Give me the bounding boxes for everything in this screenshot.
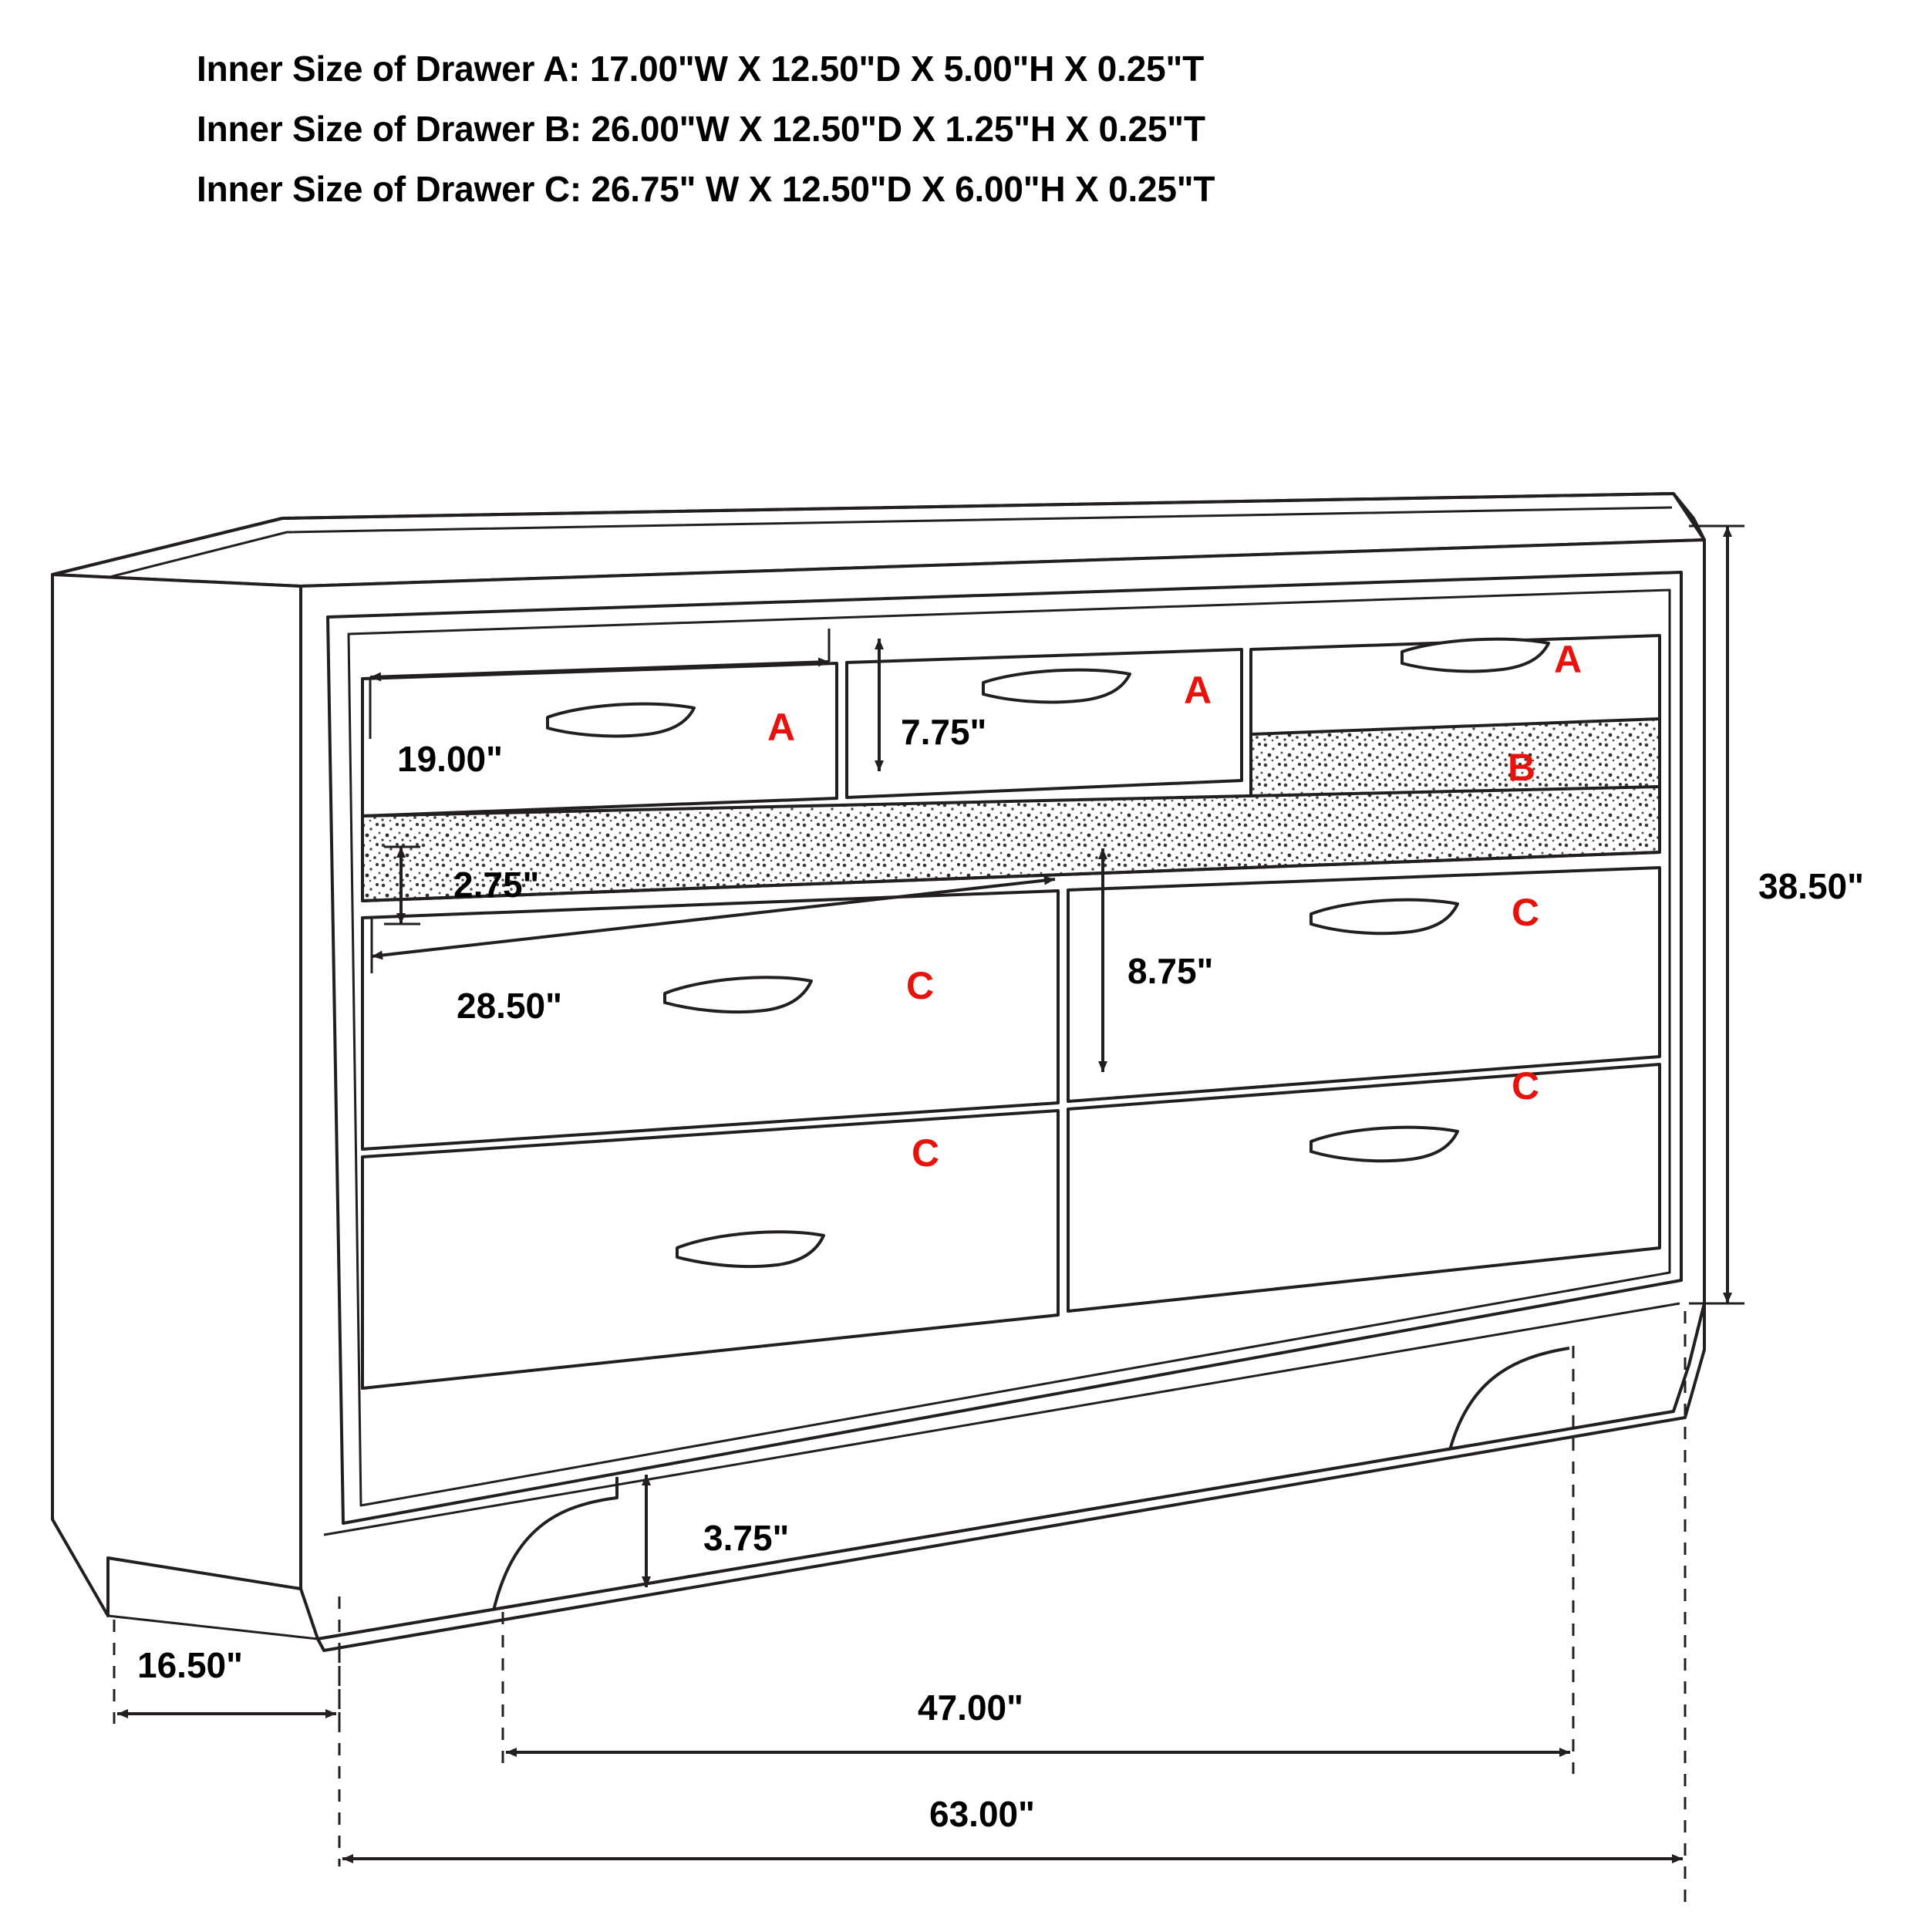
tag-drawer-c2: C [906,964,935,1007]
spec-line-drawer-b: Inner Size of Drawer B: 26.00"W X 12.50"D X 1.25"H X 0.25"T [197,109,1205,149]
tag-drawer-a2: A [1184,669,1212,712]
spec-line-drawer-a: Inner Size of Drawer A: 17.00"W X 12.50"D X 5.00"H X 0.25"T [197,49,1205,89]
label-drawer-a-width: 19.00" [397,739,503,779]
label-drawer-c-height: 8.75" [1127,951,1214,991]
tag-drawer-c3: C [1512,1064,1540,1108]
label-overall-height: 38.50" [1758,866,1864,906]
tag-drawer-c4: C [912,1131,940,1175]
label-drawer-a-height: 7.75" [901,712,987,752]
tag-drawer-c1: C [1512,891,1540,934]
tag-drawer-a1: A [767,706,796,749]
label-overall-width: 63.00" [929,1794,1035,1834]
label-drawer-b-height: 2.75" [453,865,540,905]
spec-line-drawer-c: Inner Size of Drawer C: 26.75" W X 12.50"D X 6.00"H X 0.25"T [197,169,1215,209]
label-depth: 16.50" [137,1645,243,1685]
tag-drawer-b1: B [1508,746,1536,789]
label-base-clearance: 3.75" [703,1518,790,1558]
tag-drawer-a3: A [1554,638,1583,681]
label-drawer-c-width: 28.50" [457,986,562,1026]
label-base-width: 47.00" [918,1688,1023,1728]
